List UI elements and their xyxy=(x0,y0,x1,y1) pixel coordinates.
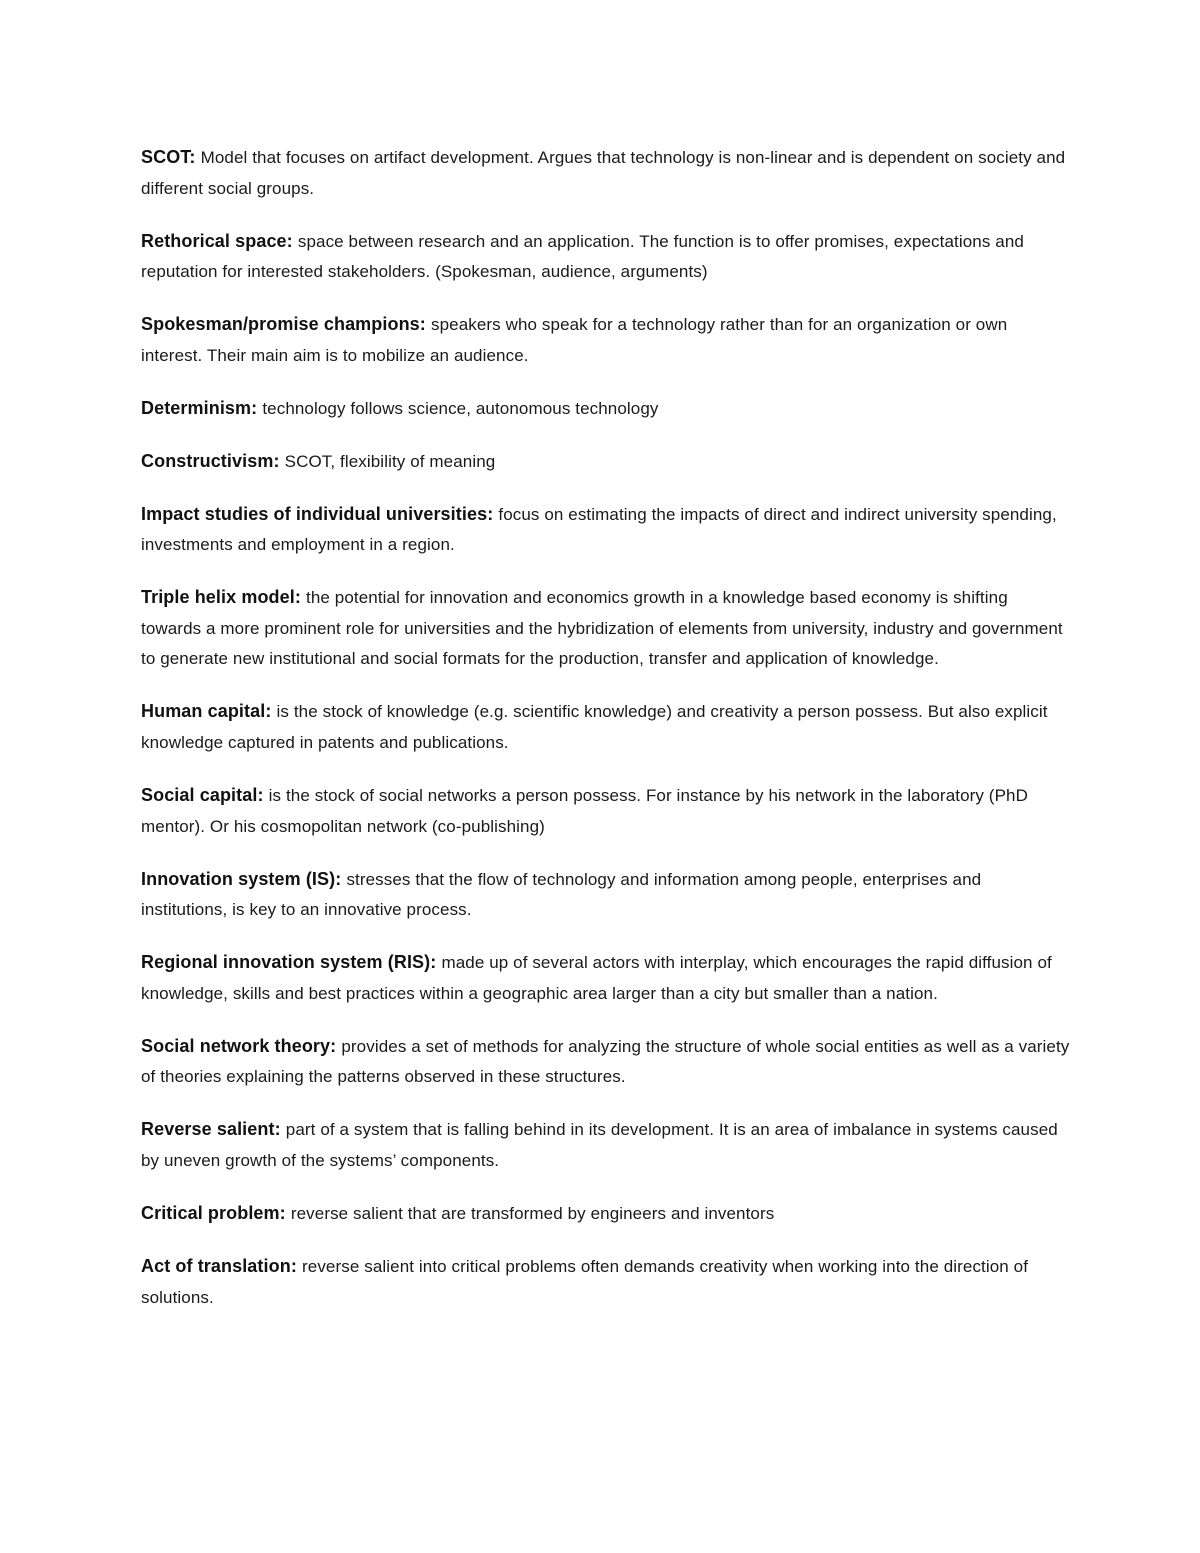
glossary-definition: the potential for innovation and economics growth in a knowledge based economy is shifting towards a more prominent role for universities and the hybridization of elements from university, industry and government to generate new institutional and social formats for the production, transfer and application of knowledge. xyxy=(141,588,1063,669)
glossary-definition: provides a set of methods for analyzing the structure of whole social entities as well as a variety of theories explaining the patterns observed in these structures. xyxy=(141,1036,1070,1087)
glossary-term: Rethorical space xyxy=(141,230,287,251)
glossary-entry-social-capital xyxy=(141,780,1071,842)
glossary-definition: part of a system that is falling behind in its development. It is an area of imbalance in systems caused by uneven growth of the systems’ components. xyxy=(141,1120,1058,1170)
term-separator: : xyxy=(279,1202,291,1223)
term-separator: : xyxy=(419,314,431,335)
glossary-entry-reverse-salient xyxy=(141,1114,1071,1176)
term-separator: : xyxy=(335,868,347,889)
term-separator: : xyxy=(251,397,263,418)
glossary-entry-impact-studies xyxy=(141,499,1071,561)
glossary-definition: Model that focuses on artifact development. Argues that technology is non-linear and is dependent on society and different social groups. xyxy=(141,148,1066,198)
glossary-definition: reverse salient into critical problems often demands creativity when working into the direction of solutions. xyxy=(141,1256,1029,1307)
glossary-term: Innovation system (IS) xyxy=(141,868,336,889)
glossary-definition: reverse salient that are transformed by engineers and inventors xyxy=(290,1203,775,1223)
term-separator: : xyxy=(189,147,201,167)
glossary-term: Social network theory xyxy=(141,1035,331,1056)
glossary-entry-human-capital xyxy=(141,696,1071,758)
glossary-definition: space between research and an application. The function is to offer promises, expectations and reputation for interested stakeholders. (Spokesman, audience, arguments) xyxy=(141,231,1024,282)
glossary-term: Reverse salient xyxy=(141,1119,275,1140)
term-separator: : xyxy=(487,503,499,524)
term-separator: : xyxy=(430,952,442,973)
glossary-term: Triple helix model xyxy=(141,587,295,608)
document-page xyxy=(141,142,1071,1334)
glossary-definition: speakers who speak for a technology rather than for an organization or own interest. Their main aim is to mobilize an audience. xyxy=(141,315,1008,365)
glossary-definition: is the stock of social networks a person possess. For instance by his network in the laboratory (PhD mentor). Or his cosmopolitan network (co-publishing) xyxy=(141,786,1028,836)
term-separator: : xyxy=(274,1119,286,1140)
glossary-entry-regional-innovation-system xyxy=(141,947,1071,1009)
term-separator: : xyxy=(257,785,269,806)
glossary-definition: technology follows science, autonomous technology xyxy=(262,398,659,418)
glossary-entry-spokesman xyxy=(141,309,1071,371)
glossary-definition: made up of several actors with interplay, which encourages the rapid diffusion of knowledge, skills and best practices within a geographic area larger than a city but smaller than a nation. xyxy=(141,953,1052,1003)
glossary-term: Determinism xyxy=(141,397,252,418)
glossary-term: Human capital xyxy=(141,701,266,722)
glossary-entry-act-of-translation xyxy=(141,1251,1071,1313)
term-separator: : xyxy=(294,587,307,608)
term-separator: : xyxy=(265,701,277,722)
glossary-entry-social-network-theory xyxy=(141,1031,1071,1093)
glossary-term: Spokesman/promise champions xyxy=(141,314,420,335)
glossary-definition: focus on estimating the impacts of direct and indirect university spending, investments and employment in a region. xyxy=(141,504,1057,555)
glossary-entry-critical-problem xyxy=(141,1198,1071,1230)
glossary-term: Critical problem xyxy=(141,1202,280,1223)
glossary-term: Act of translation xyxy=(141,1255,291,1276)
glossary-term: SCOT xyxy=(141,147,190,167)
glossary-term: Social capital xyxy=(141,785,258,806)
glossary-entry-determinism xyxy=(141,393,1071,425)
term-separator: : xyxy=(330,1035,342,1056)
glossary-definition: SCOT, flexibility of meaning xyxy=(284,451,496,471)
term-separator: : xyxy=(290,1255,303,1276)
glossary-entry-scot xyxy=(141,142,1071,204)
glossary-term: Constructivism xyxy=(141,450,274,471)
glossary-term: Regional innovation system (RIS) xyxy=(141,952,431,973)
glossary-definition: is the stock of knowledge (e.g. scientific knowledge) and creativity a person possess. But also explicit knowledge captured in patents and publications. xyxy=(141,702,1048,753)
glossary-entry-constructivism xyxy=(141,446,1071,478)
glossary-term: Impact studies of individual universities xyxy=(141,503,488,524)
glossary-entry-innovation-system xyxy=(141,864,1071,926)
term-separator: : xyxy=(286,230,298,251)
glossary-entry-rethorical-space xyxy=(141,226,1071,288)
glossary-definition: stresses that the flow of technology and information among people, enterprises and institutions, is key to an innovative process. xyxy=(141,869,982,920)
term-separator: : xyxy=(273,450,285,471)
glossary-entry-triple-helix xyxy=(141,582,1071,675)
